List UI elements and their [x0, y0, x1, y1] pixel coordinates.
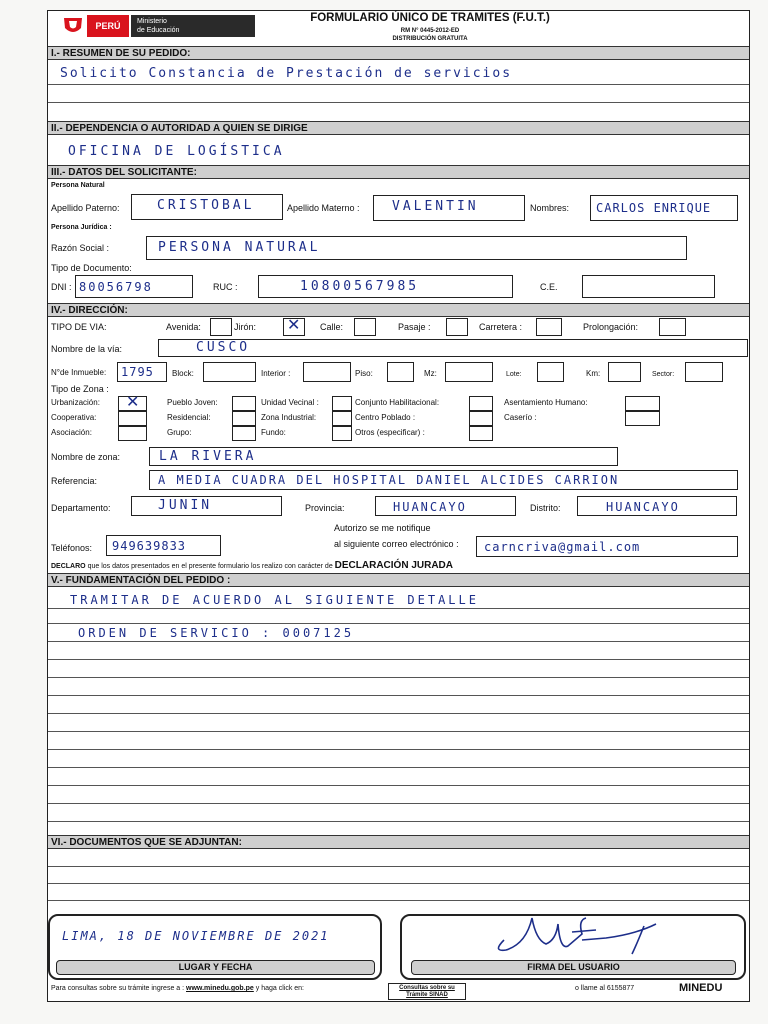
sector-field[interactable] [685, 362, 723, 382]
lugar-fecha-label: LUGAR Y FECHA [56, 960, 375, 975]
declaro-prefix: DECLARO [51, 563, 86, 570]
via-jiron-label: Jirón: [234, 322, 257, 332]
divider [48, 641, 749, 642]
dni-value: 80056798 [79, 280, 153, 294]
razon-social-value: PERSONA NATURAL [158, 240, 321, 255]
dependencia[interactable]: OFICINA DE LOGÍSTICA [68, 144, 285, 159]
nombre-via-label: Nombre de la vía: [51, 344, 123, 354]
zona-industrial-checkbox[interactable] [332, 411, 352, 426]
zona-pueblo-joven-checkbox[interactable] [232, 396, 256, 411]
block-field[interactable] [203, 362, 256, 382]
zona-caserio-checkbox[interactable] [625, 411, 660, 426]
zona-asociacion-checkbox[interactable] [118, 426, 147, 441]
inmueble-label: N°de Inmueble: [51, 368, 107, 377]
zona-residencial-label: Residencial: [167, 413, 211, 422]
interior-label: Interior : [261, 369, 291, 378]
autorizo-line2: al siguiente correo electrónico : [334, 539, 459, 549]
logo-ministry-line1: Ministerio [137, 18, 167, 25]
via-pasaje-checkbox[interactable] [446, 318, 468, 336]
razon-social-label: Razón Social : [51, 243, 110, 253]
divider [48, 713, 749, 714]
zona-pueblo-joven-label: Pueblo Joven: [167, 398, 218, 407]
via-carretera-checkbox[interactable] [536, 318, 562, 336]
declaro-body: que los datos presentados en el presente formulario los realizo con carácter de [85, 563, 335, 570]
zona-conjunto-label: Conjunto Habilitacional: [355, 398, 440, 407]
signature-icon [486, 910, 666, 960]
zona-asentamiento-checkbox[interactable] [625, 396, 660, 411]
block-label: Block: [172, 369, 194, 378]
zona-asentamiento-label: Asentamiento Humano: [504, 398, 588, 407]
fundamentacion-line2[interactable]: ORDEN DE SERVICIO : 0007125 [78, 626, 355, 640]
divider [48, 785, 749, 786]
km-field[interactable] [608, 362, 641, 382]
zona-cooperativa-checkbox[interactable] [118, 411, 147, 426]
zona-residencial-checkbox[interactable] [232, 411, 256, 426]
apellido-materno-label: Apellido Materno : [287, 203, 360, 213]
firma-label: FIRMA DEL USUARIO [411, 960, 736, 975]
divider [48, 767, 749, 768]
zona-conjunto-checkbox[interactable] [469, 396, 493, 411]
divider [48, 866, 749, 867]
minedu-label: MINEDU [679, 982, 723, 994]
consultas-url-link[interactable]: www.minedu.gob.pe [186, 985, 254, 992]
mz-field[interactable] [445, 362, 493, 382]
km-label: Km: [586, 369, 601, 378]
divider [48, 659, 749, 660]
declaro-bold: DECLARACIÓN JURADA [334, 560, 453, 571]
email-value: carncriva@gmail.com [484, 540, 641, 554]
via-avenida-label: Avenida: [166, 322, 201, 332]
zona-centro-poblado-checkbox[interactable] [469, 411, 493, 426]
zona-otros-checkbox[interactable] [469, 426, 493, 441]
zona-urbanizacion-label: Urbanización: [51, 398, 100, 407]
apellido-materno-value: VALENTIN [392, 199, 479, 214]
zona-centro-poblado-label: Centro Poblado : [355, 413, 416, 422]
apellido-paterno-value: CRISTOBAL [157, 198, 255, 213]
persona-juridica-label: Persona Jurídica : [51, 224, 112, 231]
divider [48, 695, 749, 696]
zona-asociacion-label: Asociación: [51, 428, 92, 437]
tipo-via-label: TIPO DE VIA: [51, 322, 107, 332]
interior-field[interactable] [303, 362, 351, 382]
consultas-suffix: y haga click en: [253, 985, 305, 992]
zona-caserio-label: Caserío : [504, 413, 537, 422]
form-rm: RM N° 0445-2012-ED [400, 28, 460, 34]
divider [48, 84, 749, 85]
llame-text: o llame al 6155877 [575, 985, 635, 992]
zona-urbanizacion-check-icon: ✕ [126, 394, 140, 411]
section-5-title: V.- FUNDAMENTACIÓN DEL PEDIDO : [48, 573, 749, 587]
zona-fundo-checkbox[interactable] [332, 426, 352, 441]
section-6-title: VI.- DOCUMENTOS QUE SE ADJUNTAN: [48, 835, 749, 849]
inmueble-value: 1795 [121, 365, 154, 379]
divider [48, 803, 749, 804]
referencia-label: Referencia: [51, 476, 98, 486]
section-1-title: I.- RESUMEN DE SU PEDIDO: [48, 46, 749, 60]
sector-label: Sector: [652, 371, 675, 378]
divider [48, 749, 749, 750]
mz-label: Mz: [424, 369, 437, 378]
declaro-text [51, 560, 453, 572]
divider [48, 102, 749, 103]
via-prolongacion-label: Prolongación: [583, 322, 639, 332]
piso-label: Piso: [355, 369, 373, 378]
fundamentacion-line1[interactable]: TRAMITAR DE ACUERDO AL SIGUIENTE DETALLE [70, 593, 479, 607]
departamento-value: JUNIN [158, 498, 213, 513]
nombre-zona-value: LA RIVERA [159, 449, 257, 464]
provincia-label: Provincia: [305, 503, 345, 513]
zona-cooperativa-label: Cooperativa: [51, 413, 97, 422]
logo-ministry [131, 15, 255, 37]
distrito-value: HUANCAYO [606, 500, 680, 514]
via-jiron-check-icon: ✕ [287, 317, 301, 334]
peru-shield-icon [62, 16, 84, 36]
via-pasaje-label: Pasaje : [398, 322, 431, 332]
consultas-prefix: Para consultas sobre su trámite ingrese a : [51, 985, 187, 992]
divider [48, 900, 749, 901]
nombres-label: Nombres: [530, 203, 570, 213]
zona-fundo-label: Fundo: [261, 428, 286, 437]
consultas-text [51, 985, 304, 992]
divider [48, 608, 749, 609]
autorizo-line1: Autorizo se me notifique [334, 523, 431, 533]
tipo-zona-label: Tipo de Zona : [51, 384, 109, 394]
zona-grupo-label: Grupo: [167, 428, 192, 437]
tipo-documento-label: Tipo de Documento: [51, 263, 132, 273]
via-prolongacion-checkbox[interactable] [659, 318, 686, 336]
zona-industrial-label: Zona Industrial: [261, 413, 317, 422]
ce-field[interactable] [582, 275, 715, 298]
zona-unidad-vecinal-label: Unidad Vecinal : [261, 398, 319, 407]
divider [48, 677, 749, 678]
lugar-fecha-value[interactable]: LIMA, 18 DE NOVIEMBRE DE 2021 [62, 929, 330, 943]
consultas-sinad-button[interactable]: Consultas sobre su Trámite SINAD [388, 983, 466, 1000]
via-carretera-label: Carretera : [479, 322, 523, 332]
telefono-value: 949639833 [112, 539, 187, 553]
zona-otros-label: Otros (especificar) : [355, 428, 425, 437]
lote-label: Lote: [506, 371, 522, 378]
nombre-zona-label: Nombre de zona: [51, 452, 121, 462]
divider [48, 731, 749, 732]
nombres-value: CARLOS ENRIQUE [596, 201, 712, 215]
piso-field[interactable] [387, 362, 414, 382]
form-distribution: DISTRIBUCIÓN GRATUITA [392, 36, 468, 42]
section-2-title: II.- DEPENDENCIA O AUTORIDAD A QUIEN SE DIRIGE [48, 121, 749, 135]
via-avenida-checkbox[interactable] [210, 318, 232, 336]
form-title: FORMULARIO ÚNICO DE TRAMITES (F.U.T.) [310, 12, 550, 24]
divider [48, 623, 749, 624]
lote-field[interactable] [537, 362, 564, 382]
ce-label: C.E. [540, 282, 558, 292]
zona-grupo-checkbox[interactable] [232, 426, 256, 441]
dni-label: DNI : [51, 282, 72, 292]
referencia-value: A MEDIA CUADRA DEL HOSPITAL DANIEL ALCIDES CARRION [158, 473, 620, 487]
nombre-via-value: CUSCO [196, 340, 251, 355]
logo-ministry-line2: de Educación [137, 27, 180, 34]
provincia-value: HUANCAYO [393, 500, 467, 514]
section-3-title: III.- DATOS DEL SOLICITANTE: [48, 165, 749, 179]
telefonos-label: Teléfonos: [51, 543, 93, 553]
section-4-title: IV.- DIRECCIÓN: [48, 303, 749, 317]
departamento-label: Departamento: [51, 503, 111, 513]
persona-natural-label: Persona Natural [51, 182, 105, 189]
ruc-value: 10800567985 [300, 279, 420, 294]
distrito-label: Distrito: [530, 503, 561, 513]
divider [48, 883, 749, 884]
via-calle-checkbox[interactable] [354, 318, 376, 336]
logo-peru: PERÚ [87, 15, 129, 37]
ruc-label: RUC : [213, 282, 238, 292]
resumen-pedido[interactable]: Solicito Constancia de Prestación de servicios [60, 66, 513, 81]
apellido-paterno-label: Apellido Paterno: [51, 203, 120, 213]
divider [48, 821, 749, 822]
via-calle-label: Calle: [320, 322, 344, 332]
zona-unidad-vecinal-checkbox[interactable] [332, 396, 352, 411]
